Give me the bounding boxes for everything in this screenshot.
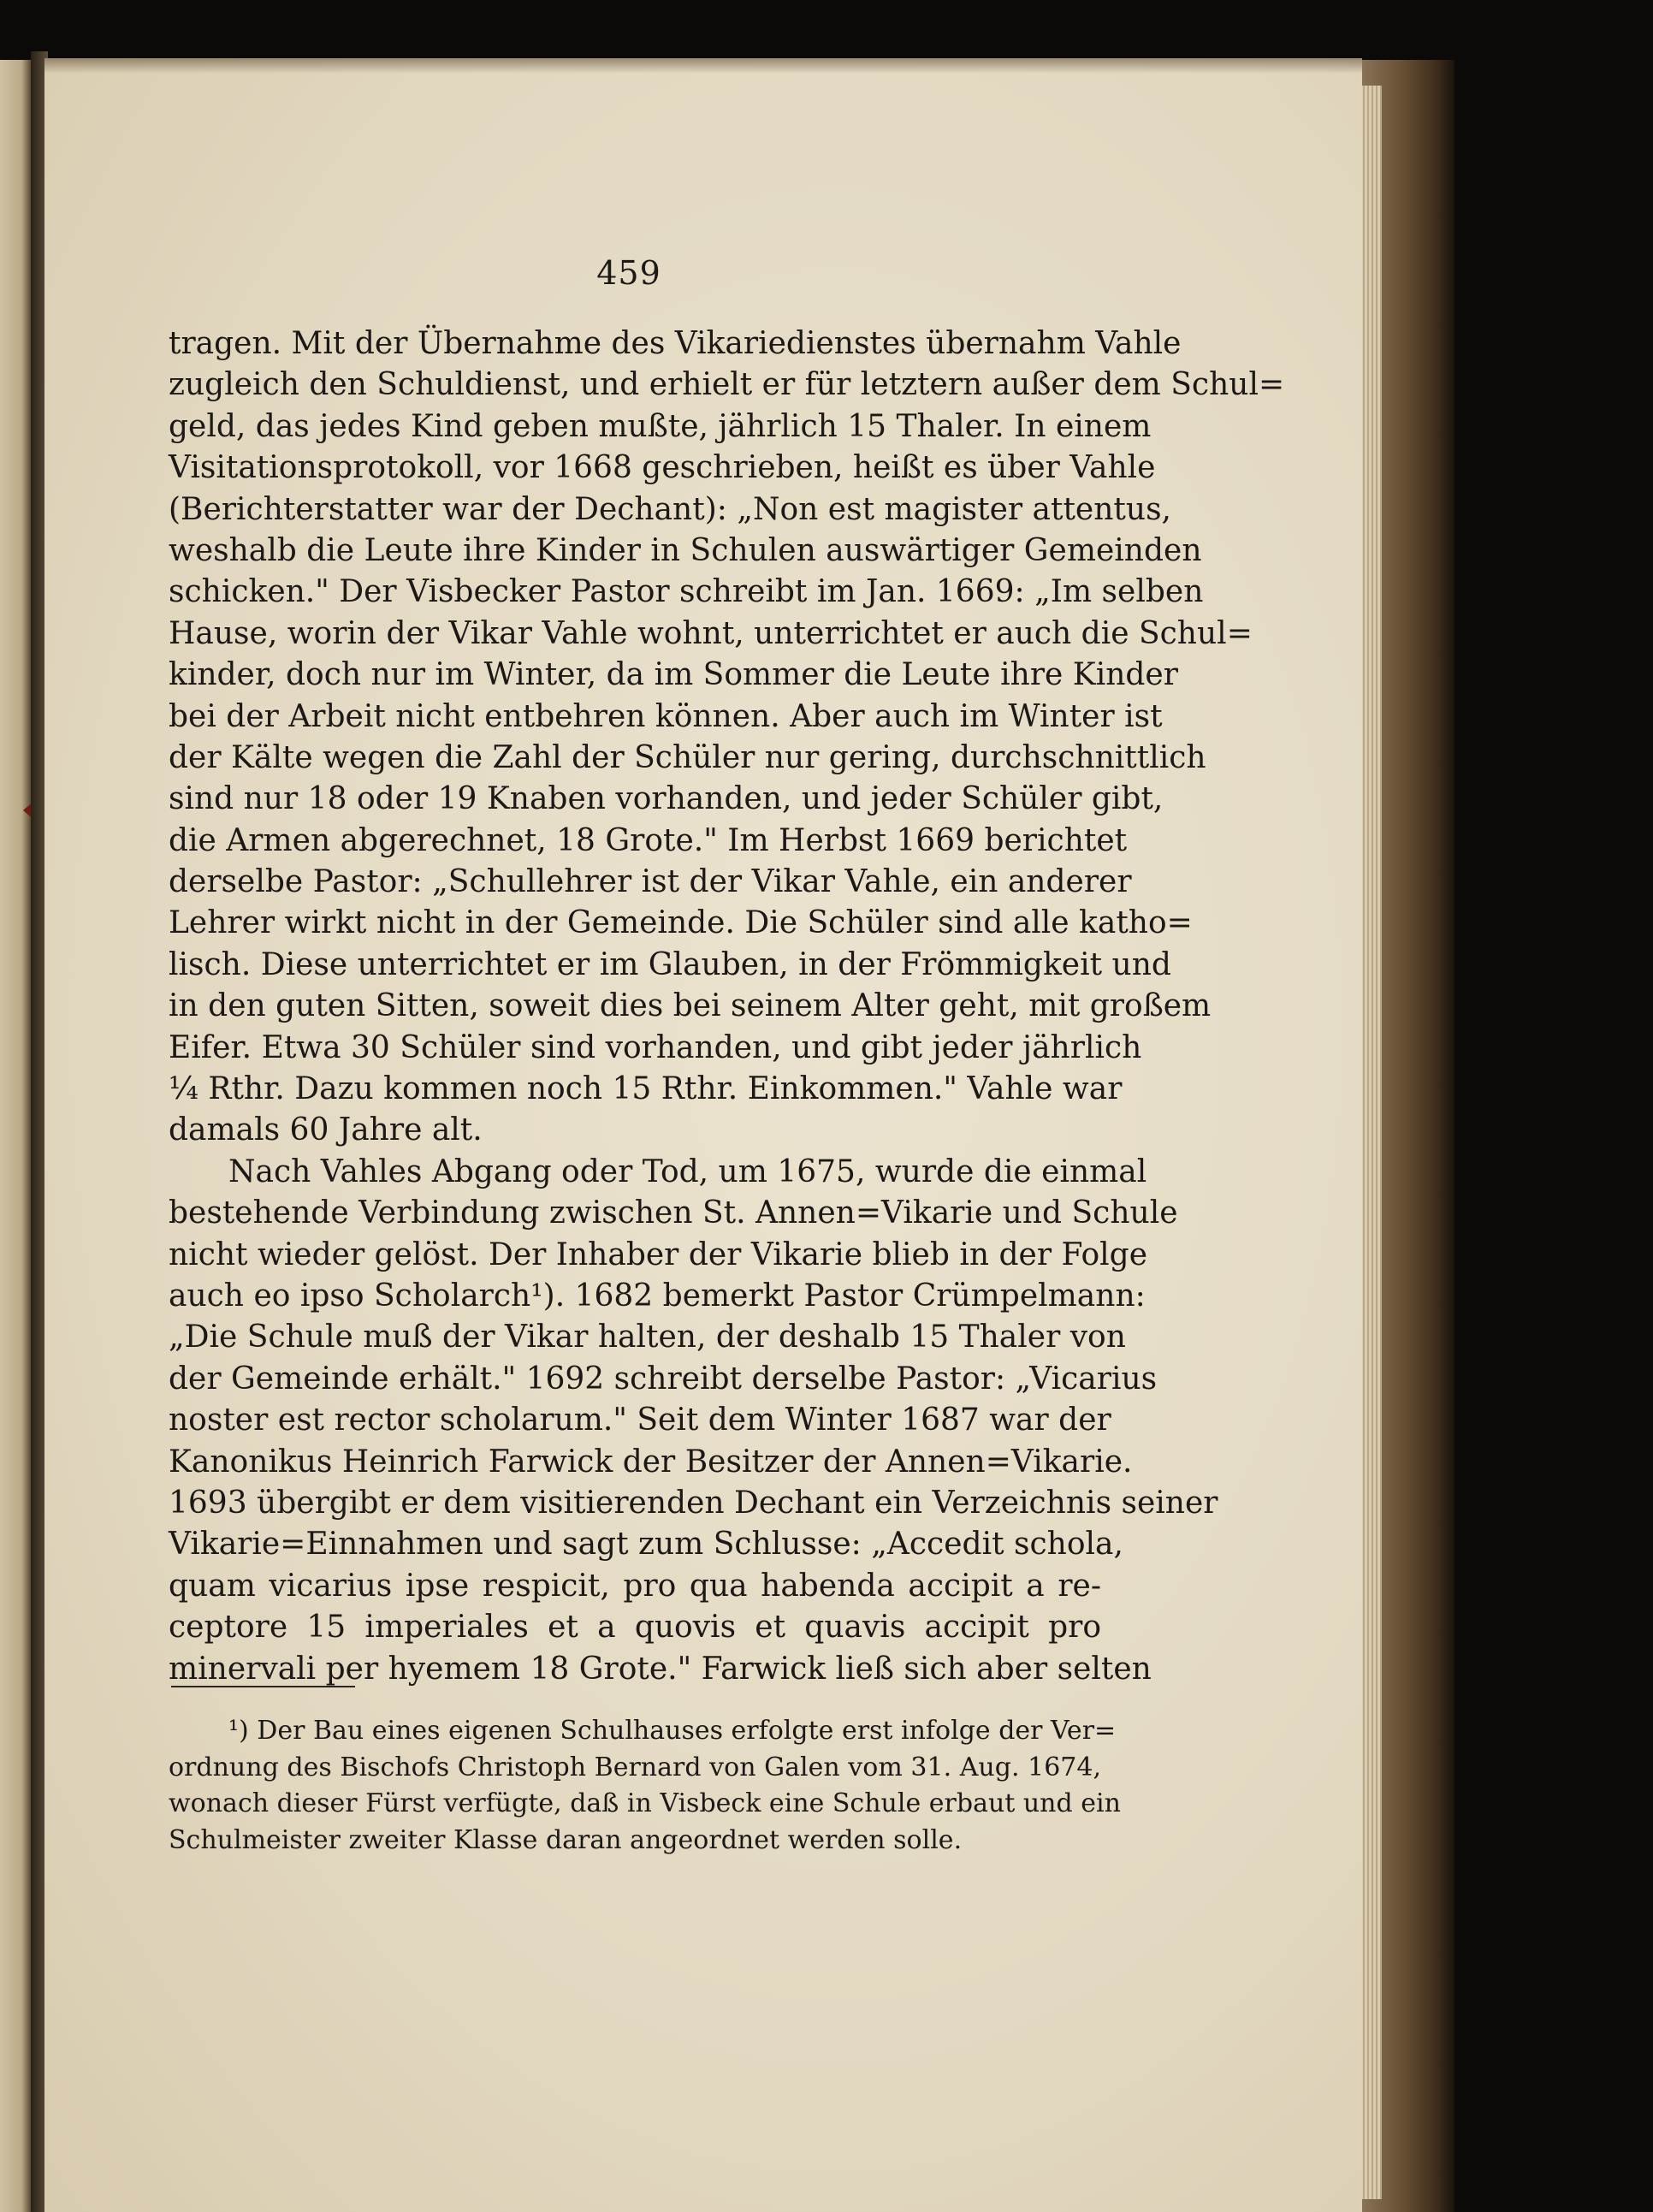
text-line: in den guten Sitten, soweit dies bei seinem Alter geht, mit großem <box>169 988 1212 1024</box>
text-line: zugleich den Schuldienst, und erhielt er für letztern außer dem Schul= <box>169 367 1285 403</box>
text-line: lisch. Diese unterrichtet er im Glauben, in der Frömmigkeit und <box>169 946 1171 982</box>
text-line: sind nur 18 oder 19 Knaben vorhanden, und jeder Schüler gibt, <box>169 781 1164 817</box>
text-line: nicht wieder gelöst. Der Inhaber der Vikarie blieb in der Folge <box>169 1236 1148 1272</box>
text-line: derselbe Pastor: „Schullehrer ist der Vikar Vahle, ein anderer <box>169 864 1132 900</box>
text-line: der Kälte wegen die Zahl der Schüler nur gering, durchschnittlich <box>169 739 1206 775</box>
text-line: bei der Arbeit nicht entbehren können. Aber auch im Winter ist <box>169 698 1163 734</box>
footnote-line: ¹) Der Bau eines eigenen Schulhauses erfolgte erst infolge der Ver= <box>228 1716 1117 1746</box>
text-line: noster est rector scholarum." Seit dem Winter 1687 war der <box>169 1403 1111 1438</box>
page-number: 459 <box>596 254 661 292</box>
text-line: schicken." Der Visbecker Pastor schreibt im Jan. 1669: „Im selben <box>169 574 1204 610</box>
footnote-line: ordnung des Bischofs Christoph Bernard von Galen vom 31. Aug. 1674, <box>169 1752 1101 1782</box>
text-line: tragen. Mit der Übernahme des Vikariedienstes übernahm Vahle <box>169 326 1182 361</box>
text-line: kinder, doch nur im Winter, da im Sommer die Leute ihre Kinder <box>169 657 1178 693</box>
left-page-edge <box>0 60 31 2212</box>
text-line: Vikarie=Einnahmen und sagt zum Schlusse: „Accedit schola, <box>169 1527 1123 1563</box>
text-line: Eifer. Etwa 30 Schüler sind vorhanden, und gibt jeder jährlich <box>169 1029 1142 1065</box>
text-line: Hause, worin der Vikar Vahle wohnt, unterrichtet er auch die Schul= <box>169 615 1253 651</box>
text-line: minervali per hyemem 18 Grote." Farwick ließ sich aber selten <box>169 1651 1152 1687</box>
text-line: Lehrer wirkt nicht in der Gemeinde. Die Schüler sind alle katho= <box>169 905 1193 941</box>
text-line: quam vicarius ipse respicit, pro qua habenda accipit a re- <box>169 1568 1101 1604</box>
text-line: die Armen abgerechnet, 18 Grote." Im Herbst 1669 berichtet <box>169 822 1128 858</box>
text-line: Visitationsprotokoll, vor 1668 geschrieben, heißt es über Vahle <box>169 450 1156 486</box>
footnote-divider <box>171 1686 355 1687</box>
text-line: (Berichterstatter war der Dechant): „Non est magister attentus, <box>169 491 1171 527</box>
footnote-line: Schulmeister zweiter Klasse daran angeordnet werden solle. <box>169 1824 963 1855</box>
footnotes <box>169 1713 1121 1859</box>
text-line: auch eo ipso Scholarch¹). 1682 bemerkt Pastor Crümpelmann: <box>169 1278 1146 1314</box>
footnote-line: wonach dieser Fürst verfügte, daß in Visbeck eine Schule erbaut und ein <box>169 1788 1121 1818</box>
text-line: 1693 übergibt er dem visitierenden Dechant ein Verzeichnis seiner <box>169 1485 1218 1521</box>
main-text <box>169 323 1285 1690</box>
text-line: Nach Vahles Abgang oder Tod, um 1675, wurde die einmal <box>228 1153 1147 1189</box>
text-line: der Gemeinde erhält." 1692 schreibt derselbe Pastor: „Vicarius <box>169 1361 1158 1397</box>
text-line: „Die Schule muß der Vikar halten, der deshalb 15 Thaler von <box>169 1319 1126 1355</box>
text-line: ¼ Rthr. Dazu kommen noch 15 Rthr. Einkommen." Vahle war <box>169 1071 1123 1107</box>
text-line: weshalb die Leute ihre Kinder in Schulen auswärtiger Gemeinden <box>169 532 1202 568</box>
text-line: geld, das jedes Kind geben mußte, jährlich 15 Thaler. In einem <box>169 408 1152 444</box>
text-line: damals 60 Jahre alt. <box>169 1112 483 1148</box>
page-shadow <box>44 58 1362 74</box>
text-line: Kanonikus Heinrich Farwick der Besitzer der Annen=Vikarie. <box>169 1444 1133 1480</box>
text-line: bestehende Verbindung zwischen St. Annen=Vikarie und Schule <box>169 1195 1178 1231</box>
text-line: ceptore 15 imperiales et a quovis et quavis accipit pro <box>169 1610 1101 1646</box>
